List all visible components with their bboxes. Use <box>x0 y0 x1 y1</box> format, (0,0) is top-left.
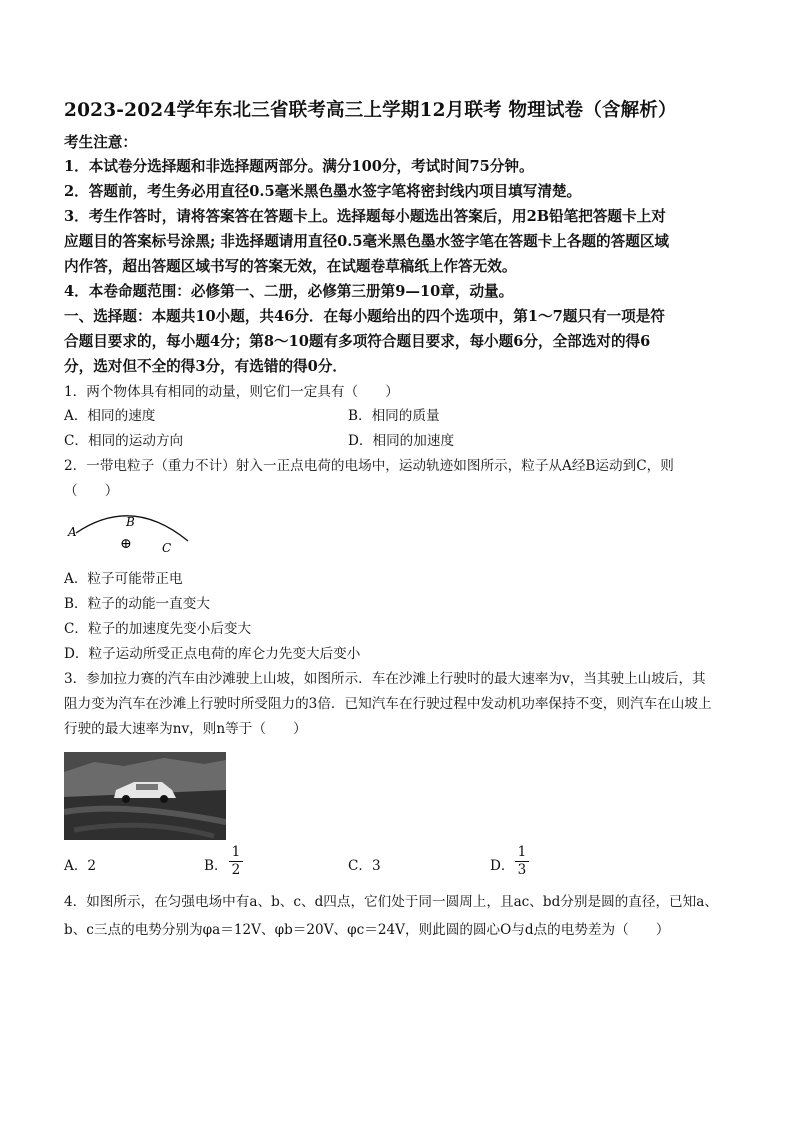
q2-option-d: D．粒子运动所受正点电荷的库仑力先变大后变小 <box>64 646 361 662</box>
point-b-label: B <box>126 515 135 529</box>
q3-option-d-label: D． <box>490 858 515 874</box>
notice-heading: 考生注意： <box>64 134 137 151</box>
q1-option-b: B．相同的质量 <box>348 408 440 424</box>
q2-option-c: C．粒子的加速度先变小后变大 <box>64 621 252 637</box>
q3-stem-line-1: 3．参加拉力赛的汽车由沙滩驶上山坡，如图所示．车在沙滩上行驶时的最大速率为v，当其驶上山坡后，其 <box>64 671 706 687</box>
q3-option-d-numerator: 1 <box>517 844 527 860</box>
q3-option-d-denominator: 3 <box>517 862 527 878</box>
q3-option-b-numerator: 1 <box>231 844 241 860</box>
point-c-label: C <box>162 541 172 555</box>
notice-item-3-line-3: 内作答，超出答题区域书写的答案无效，在试题卷草稿纸上作答无效。 <box>64 258 517 275</box>
notice-item-2: 2．答题前，考生务必用直径0.5毫米黑色墨水签字笔将密封线内项目填写清楚。 <box>64 183 582 200</box>
q3-stem-line-2: 阻力变为汽车在沙滩上行驶时所受阻力的3倍．已知汽车在行驶过程中发动机功率保持不变，则汽车在山坡上 <box>64 696 712 712</box>
q3-option-b-denominator: 2 <box>231 862 241 878</box>
q2-stem-line-2: （ ） <box>64 483 119 499</box>
point-a-label: A <box>68 525 77 539</box>
q4-stem-line-1: 4．如图所示，在匀强电场中有a、b、c、d四点，它们处于同一圆周上，且ac、bd分别是圆的直径，已知a、 <box>64 894 718 910</box>
section-1-line-1: 一、选择题：本题共10小题，共46分．在每小题给出的四个选项中，第1～7题只有一项是符 <box>64 308 665 325</box>
positive-charge-icon: ⊕ <box>120 536 132 552</box>
exam-title: 2023-2024学年东北三省联考高三上学期12月联考 物理试卷（含解析） <box>64 100 677 121</box>
q1-option-d: D．相同的加速度 <box>348 433 455 449</box>
q3-option-b-fraction <box>229 845 243 878</box>
q3-option-b-label: B． <box>204 858 228 874</box>
notice-item-3-line-2: 应题目的答案标号涂黑; 非选择题请用直径0.5毫米黑色墨水签字笔在答题卡上各题的答题区域 <box>64 233 670 250</box>
notice-item-3-line-1: 3．考生作答时，请将答案答在答题卡上。选择题每小题选出答案后，用2B铅笔把答题卡上对 <box>64 208 666 225</box>
section-1-line-2: 合题目要求的，每小题4分；第8～10题有多项符合题目要求，每小题6分，全部选对的得6 <box>64 333 651 350</box>
rally-car-photo <box>64 752 226 840</box>
notice-item-4: 4．本卷命题范围：必修第一、二册，必修第三册第9—10章，动量。 <box>64 283 514 300</box>
q2-option-a: A．粒子可能带正电 <box>64 571 183 587</box>
q3-option-a: A．2 <box>64 858 97 874</box>
q3-option-c: C．3 <box>348 858 381 874</box>
section-1-line-3: 分，选对但不全的得3分，有选错的得0分． <box>64 358 347 375</box>
q3-option-d-fraction <box>515 845 529 878</box>
q1-option-c: C．相同的运动方向 <box>64 433 184 449</box>
q2-option-b: B．粒子的动能一直变大 <box>64 596 210 612</box>
q1-option-a: A．相同的速度 <box>64 408 156 424</box>
q3-stem-line-3: 行驶的最大速率为nv，则n等于（ ） <box>64 721 307 737</box>
q2-stem-line-1: 2．一带电粒子（重力不计）射入一正点电荷的电场中，运动轨迹如图所示，粒子从A经B运动到C，则 <box>64 458 674 474</box>
q1-stem: 1．两个物体具有相同的动量，则它们一定具有（ ） <box>64 384 399 400</box>
notice-item-1: 1．本试卷分选择题和非选择题两部分。满分100分，考试时间75分钟。 <box>64 158 534 175</box>
q4-stem-line-2: b、c三点的电势分别为φa＝12V、φb＝20V、φc＝24V，则此圆的圆心O与d点的电势差为（ ） <box>64 922 670 938</box>
rally-car-photo-drawing <box>64 752 226 840</box>
q2-trajectory-figure <box>62 505 192 565</box>
